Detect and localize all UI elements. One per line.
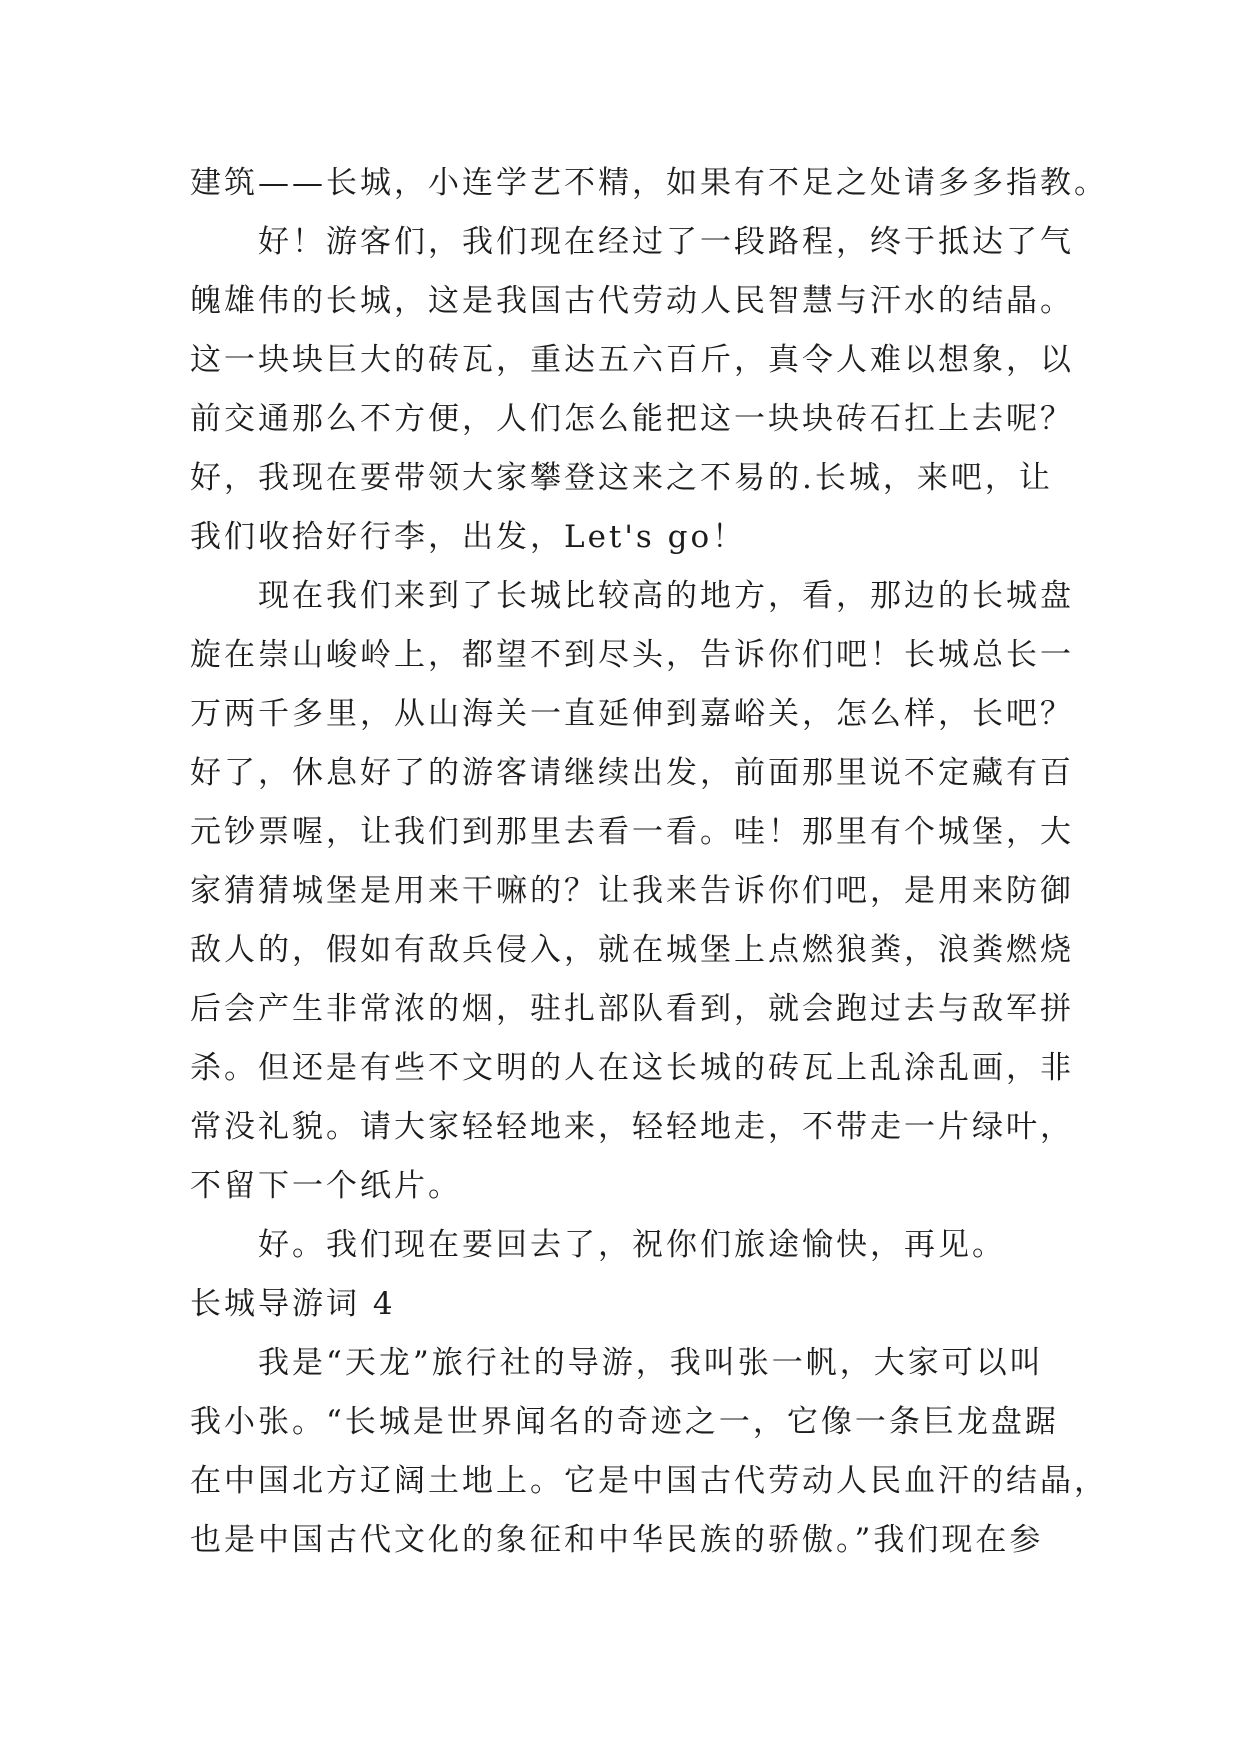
text-line: 我小张。“长城是世界闻名的奇迹之一，它像一条巨龙盘踞	[190, 1404, 1059, 1440]
text-line: 后会产生非常浓的烟，驻扎部队看到，就会跑过去与敌军拼	[190, 991, 1074, 1027]
text-line: 也是中国古代文化的象征和中华民族的骄傲。”我们现在参	[190, 1522, 1044, 1558]
text-line: 旋在崇山峻岭上，都望不到尽头，告诉你们吧！长城总长一	[190, 637, 1074, 673]
text-line: 前交通那么不方便，人们怎么能把这一块块砖石扛上去呢？	[190, 401, 1074, 437]
text-line: 元钞票喔，让我们到那里去看一看。哇！那里有个城堡，大	[190, 814, 1074, 850]
text-line: 我们收拾好行李，出发，Let's go！	[190, 519, 747, 555]
section-heading: 长城导游词 4	[190, 1286, 396, 1322]
text-line: 现在我们来到了长城比较高的地方，看，那边的长城盘	[258, 578, 1074, 614]
text-line: 家猜猜城堡是用来干嘛的？让我来告诉你们吧，是用来防御	[190, 873, 1074, 909]
text-line: 杀。但还是有些不文明的人在这长城的砖瓦上乱涂乱画，非	[190, 1050, 1074, 1086]
text-line: 好，我现在要带领大家攀登这来之不易的.长城，来吧，让	[190, 460, 1053, 496]
text-line: 这一块块巨大的砖瓦，重达五六百斤，真令人难以想象，以	[190, 342, 1074, 378]
text-line: 在中国北方辽阔土地上。它是中国古代劳动人民血汗的结晶，	[190, 1463, 1108, 1499]
text-line: 敌人的，假如有敌兵侵入，就在城堡上点燃狼粪，浪粪燃烧	[190, 932, 1074, 968]
text-line: 魄雄伟的长城，这是我国古代劳动人民智慧与汗水的结晶。	[190, 283, 1074, 319]
text-line: 建筑——长城，小连学艺不精，如果有不足之处请多多指教。	[190, 165, 1108, 201]
text-line: 好。我们现在要回去了，祝你们旅途愉快，再见。	[258, 1227, 1006, 1263]
text-line: 万两千多里，从山海关一直延伸到嘉峪关，怎么样，长吧？	[190, 696, 1074, 732]
text-line: 不留下一个纸片。	[190, 1168, 462, 1204]
text-line: 好！游客们，我们现在经过了一段路程，终于抵达了气	[258, 224, 1074, 260]
text-line: 常没礼貌。请大家轻轻地来，轻轻地走，不带走一片绿叶，	[190, 1109, 1074, 1145]
text-line: 好了，休息好了的游客请继续出发，前面那里说不定藏有百	[190, 755, 1074, 791]
document-body	[190, 154, 1108, 1570]
text-line: 我是“天龙”旅行社的导游，我叫张一帆，大家可以叫	[258, 1345, 1044, 1381]
